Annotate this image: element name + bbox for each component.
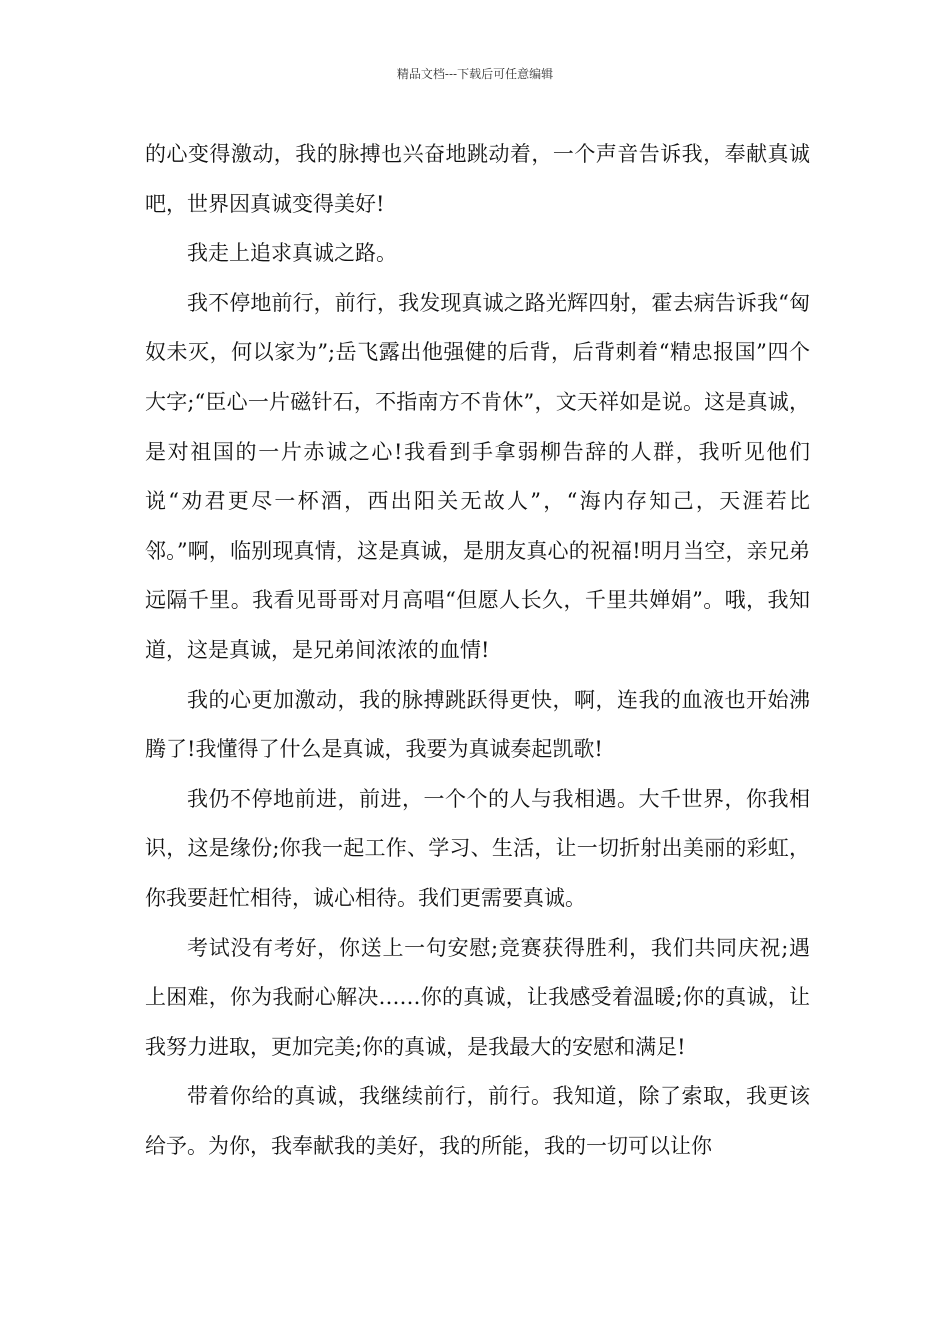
paragraph: 我走上追求真诚之路。 bbox=[187, 241, 397, 266]
page-header: 精品文档---下载后可任意编辑 bbox=[396, 67, 554, 81]
paragraph: 考试没有考好，你送上一句安慰;竞赛获得胜利，我们共同庆祝;遇上困难，你为我耐心解决……你的真诚，让我感受着温暖;你的真诚，让我努力进取，更加完美;你的真诚，是我最大的安慰和满足! bbox=[145, 935, 810, 1059]
paragraph: 我仍不停地前进，前进，一个个的人与我相遇。大千世界，你我相识，这是缘份;你我一起工作、学习、生活，让一切折射出美丽的彩虹，你我要赶忙相待，诚心相待。我们更需要真诚。 bbox=[145, 786, 810, 910]
paragraph-continued: 的心变得激动，我的脉搏也兴奋地跳动着，一个声音告诉我，奉献真诚吧，世界因真诚变得美好! bbox=[145, 142, 810, 216]
paragraph: 我不停地前行，前行，我发现真诚之路光辉四射，霍去病告诉我“匈奴未灭，何以家为”;岳飞露出他强健的后背，后背刺着“精忠报国”四个大字;“臣心一片磁针石，不指南方不肯休”，文天祥如是说。这是真诚，是对祖国的一片赤诚之心!我看到手拿弱柳告辞的人群，我听见他们说“劝君更尽一杯酒，西出阳关无故人”，“海内存知己，天涯若比邻。”啊，临别现真情，这是真诚，是朋友真心的祝福!明月当空，亲兄弟远隔千里。我看见哥哥对月高唱“但愿人长久，千里共婵娟”。哦，我知道，这是真诚，是兄弟间浓浓的血情! bbox=[145, 290, 810, 662]
paragraph: 我的心更加激动，我的脉搏跳跃得更快，啊，连我的血液也开始沸腾了!我懂得了什么是真诚，我要为真诚奏起凯歌! bbox=[145, 687, 810, 762]
document-body bbox=[145, 130, 810, 1171]
paragraph: 带着你给的真诚，我继续前行，前行。我知道，除了索取，我更该给予。为你，我奉献我的美好，我的所能，我的一切可以让你 bbox=[145, 1084, 810, 1158]
